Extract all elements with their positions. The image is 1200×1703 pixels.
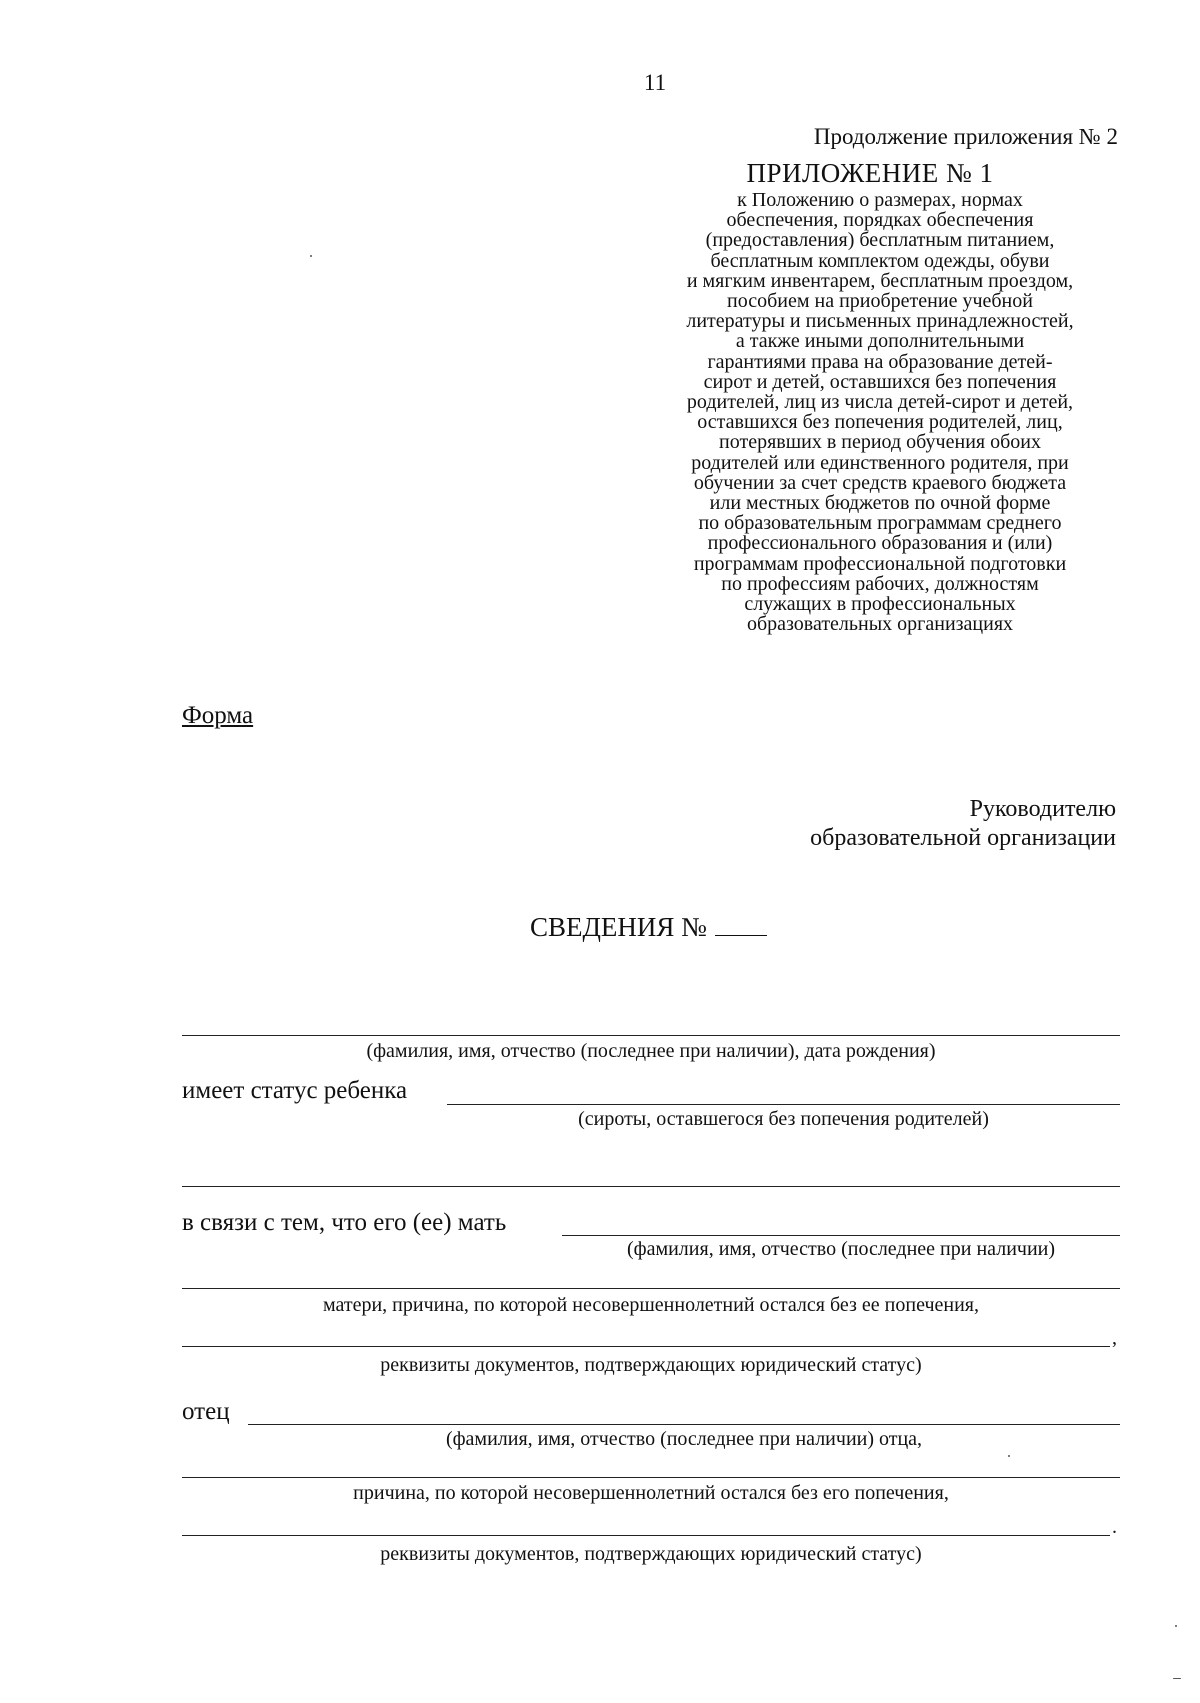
appendix-line: (предоставления) бесплатным питанием,: [705, 229, 1055, 252]
recipient-line-2: образовательной организации: [810, 825, 1116, 851]
status-continuation-field[interactable]: [182, 1186, 1120, 1187]
father-label: отец: [182, 1398, 230, 1425]
form-label: Форма: [182, 702, 254, 729]
appendix-line: профессионального образования и (или): [707, 532, 1053, 555]
name-birthdate-caption: (фамилия, имя, отчество (последнее при наличии), дата рождения): [366, 1040, 936, 1062]
appendix-line: а также иными дополнительными: [735, 330, 1025, 353]
period-mark: .: [1112, 1516, 1117, 1538]
appendix-line: по профессиям рабочих, должностям: [721, 572, 1039, 595]
status-caption: (сироты, оставшегося без попечения родителей): [578, 1108, 989, 1130]
comma-mark: ,: [1112, 1327, 1117, 1349]
father-name-caption: (фамилия, имя, отчество (последнее при наличии) отца,: [445, 1428, 923, 1450]
father-reason-field[interactable]: [182, 1477, 1120, 1478]
appendix-line: обеспечения, порядках обеспечения: [726, 209, 1034, 232]
scan-speck: [310, 255, 312, 257]
appendix-title: ПРИЛОЖЕНИЕ № 1: [746, 158, 994, 188]
mother-name-field[interactable]: [562, 1235, 1120, 1236]
appendix-line: литературы и письменных принадлежностей,: [686, 310, 1074, 333]
appendix-line: обучении за счет средств краевого бюджета: [693, 471, 1067, 494]
mother-reason-caption: матери, причина, по которой несовершеннолетний остался без ее попечения,: [322, 1294, 980, 1316]
scan-speck: [1008, 1455, 1010, 1457]
appendix-line: программам профессиональной подготовки: [693, 552, 1067, 575]
document-heading: [530, 912, 767, 943]
number-blank-field[interactable]: [715, 931, 767, 936]
appendix-line: оставшихся без попечения родителей, лиц,: [697, 411, 1063, 434]
appendix-line: сирот и детей, оставшихся без попечения: [703, 370, 1057, 393]
appendix-line: или местных бюджетов по очной форме: [709, 492, 1051, 515]
status-field[interactable]: [447, 1104, 1120, 1105]
appendix-line: и мягким инвентарем, бесплатным проездом,: [686, 269, 1074, 292]
appendix-description: [640, 190, 1120, 634]
father-reason-caption: причина, по которой несовершеннолетний остался без его попечения,: [353, 1482, 949, 1504]
page-number: 11: [643, 70, 667, 95]
scan-speck: [1175, 1625, 1177, 1627]
name-birthdate-field[interactable]: [182, 1035, 1120, 1036]
father-docs-caption: реквизиты документов, подтверждающих юридический статус): [380, 1543, 922, 1565]
status-label: имеет статус ребенка: [182, 1077, 408, 1104]
recipient-block: [810, 795, 1116, 853]
appendix-line: бесплатным комплектом одежды, обуви: [710, 249, 1050, 272]
appendix-continuation-note: Продолжение приложения № 2: [813, 124, 1118, 149]
appendix-line: родителей или единственного родителя, при: [691, 451, 1069, 474]
appendix-line: родителей, лиц из числа детей-сирот и детей,: [686, 391, 1074, 414]
appendix-line: гарантиями права на образование детей-: [707, 350, 1053, 373]
appendix-line: к Положению о размерах, нормах: [737, 189, 1023, 211]
appendix-line: образовательных организациях: [746, 613, 1014, 636]
mother-reason-field[interactable]: [182, 1288, 1120, 1289]
mother-name-caption: (фамилия, имя, отчество (последнее при наличии): [626, 1238, 1056, 1260]
scan-speck: [1173, 1678, 1181, 1679]
father-docs-field[interactable]: [182, 1535, 1110, 1536]
appendix-line: служащих в профессиональных: [744, 593, 1016, 616]
father-name-field[interactable]: [248, 1424, 1120, 1425]
mother-label: в связи с тем, что его (ее) мать: [182, 1209, 507, 1236]
heading-text: СВЕДЕНИЯ №: [530, 912, 707, 942]
appendix-line: пособием на приобретение учебной: [727, 290, 1033, 313]
mother-docs-field[interactable]: [182, 1346, 1110, 1347]
recipient-line-1: Руководителю: [969, 796, 1116, 822]
appendix-line: по образовательным программам среднего: [698, 512, 1062, 535]
appendix-line: потерявших в период обучения обоих: [719, 431, 1041, 454]
mother-docs-caption: реквизиты документов, подтверждающих юридический статус): [380, 1354, 922, 1376]
